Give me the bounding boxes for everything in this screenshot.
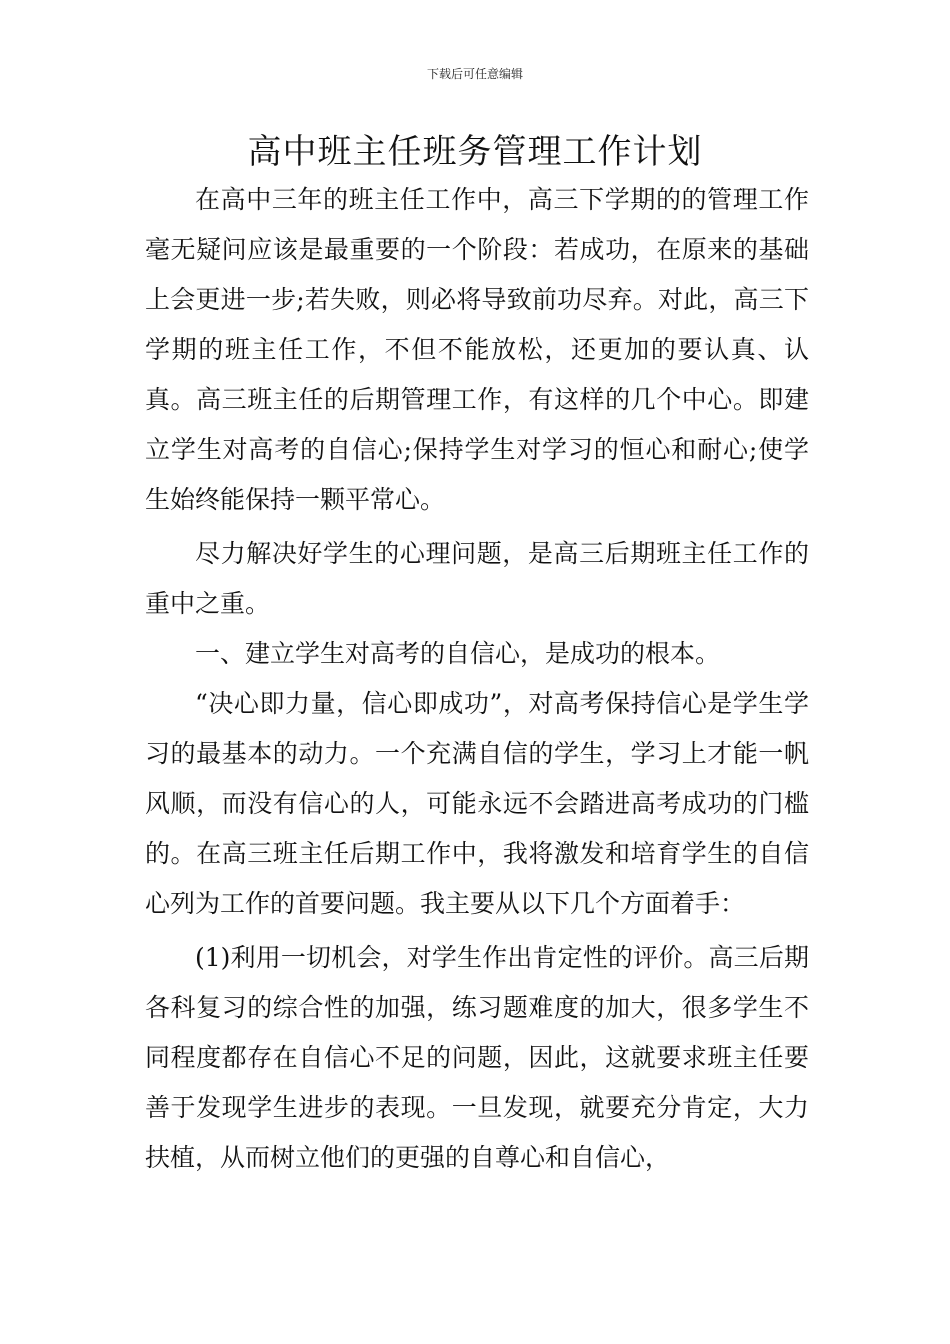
paragraph-point-1: (1)利用一切机会，对学生作出肯定性的评价。高三后期各科复习的综合性的加强，练习题难度的加大，很多学生不同程度都存在自信心不足的问题，因此，这就要求班主任要善于发现学生进步的表现。一旦发现，就要充分肯定，大力扶植，从而树立他们的更强的自尊心和自信心， <box>145 943 809 1172</box>
paragraph-intro: 在高中三年的班主任工作中，高三下学期的的管理工作毫无疑问应该是最重要的一个阶段：若成功，在原来的基础上会更进一步;若失败，则必将导致前功尽弃。对此，高三下学期的班主任工作，不但不能放松，还更加的要认真、认真。高三班主任的后期管理工作，有这样的几个中心。即建立学生对高考的自信心;保持学生对学习的恒心和耐心;使学生始终能保持一颗平常心。 <box>145 185 809 514</box>
page-header: 下载后可任意编辑 <box>426 67 523 81</box>
paragraph-key-point: 尽力解决好学生的心理问题，是高三后期班主任工作的重中之重。 <box>145 539 809 618</box>
paragraph-confidence: “决心即力量，信心即成功”，对高考保持信心是学生学习的最基本的动力。一个充满自信的学生，学习上才能一帆风顺，而没有信心的人，可能永远不会踏进高考成功的门槛的。在高三班主任后期工作中，我将激发和培育学生的自信心列为工作的首要问题。我主要从以下几个方面着手： <box>145 689 809 918</box>
document-body <box>145 175 809 1183</box>
document-title: 高中班主任班务管理工作计划 <box>247 132 703 172</box>
section-heading-1: 一、建立学生对高考的自信心，是成功的根本。 <box>195 639 721 668</box>
